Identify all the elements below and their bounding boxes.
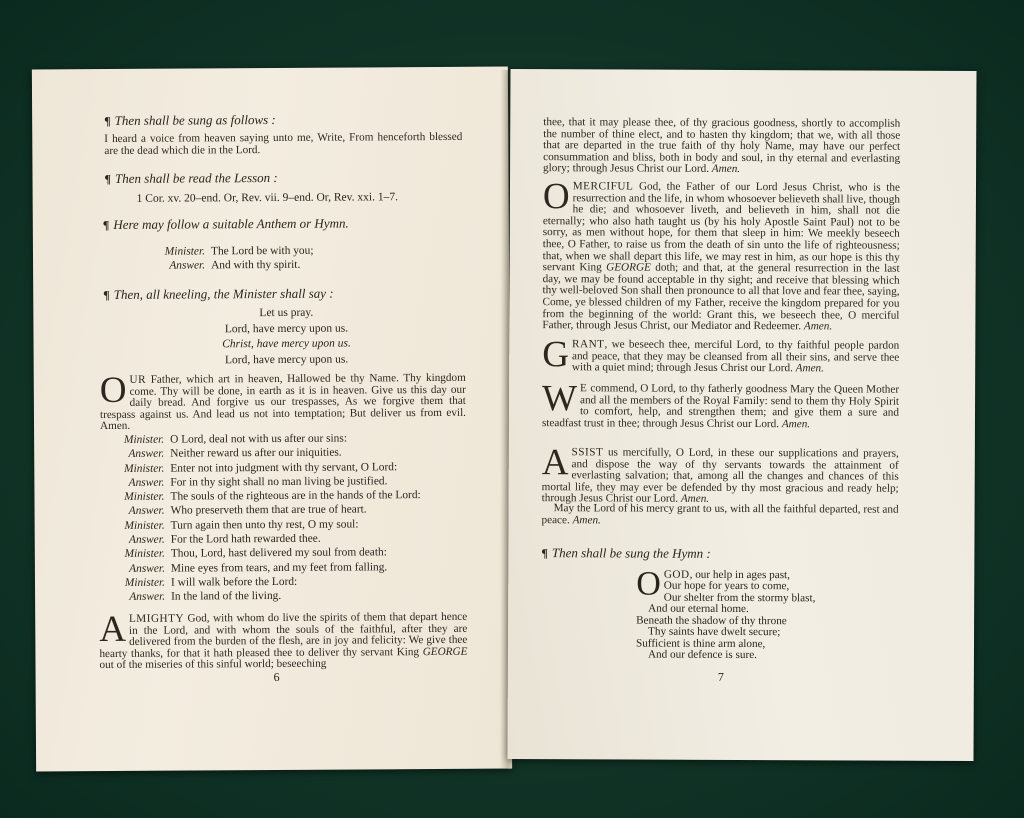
continuation-text: thee, that it may please thee, of thy gracious goodness, shortly to accomplish the number of thine elect, and to hasten thy kingdom; that we, with all those that are departed in the true faith of thy holy Name, may have our perfect consummation and bliss, both in body and soul, in thy eternal and everlasting glory; through Jesus Christ our Lord. Amen. (543, 116, 901, 176)
salutation (159, 244, 314, 274)
may-the-lord-text: May the Lord of his mercy grant to us, with all the faithful departed, rest and peace. Amen. (541, 502, 899, 526)
drop-capital: A (99, 608, 127, 651)
versicle-row: Minister. Enter not into judgment with thy servant, O Lord: (124, 460, 398, 475)
sentence-text: I heard a voice from heaven saying unto me, Write, From henceforth blessed are the dead which die in the Lord. (104, 130, 463, 158)
versicle-row: Answer. For the Lord hath rewarded thee. (128, 532, 321, 546)
drop-capital: O (99, 369, 127, 412)
drop-capital: A (541, 442, 569, 484)
salutation-row: Minister. The Lord be with you; (164, 244, 314, 258)
versicle-row: Answer. Mine eyes from tears, and my feet from falling. (129, 560, 388, 575)
almighty-prayer: ALMIGHTY God, with whom do live the spirits of them that depart hence in the Lord, and with whom the souls of the faithful, after they are delivered from the burden of the flesh, are in joy and felicity: We give thee hearty thanks, for that it hath pleased thee to deliver thy servant King GEORGE out of the miseries of this sinful world; beseeching (99, 608, 468, 672)
hymn-verse-1: OGOD, our help in ages past, Our hope for years to come, Our shelter from the stormy blast, And our eternal home. (636, 565, 816, 616)
rubric-lesson: ¶ Then shall be read the Lesson : (104, 169, 278, 187)
kyrie: Let us pray. Lord, have mercy upon us. Christ, have mercy upon us. Lord, have mercy upon us. (222, 306, 351, 366)
salutation-row: Answer. And with thy spirit. (169, 259, 301, 272)
left-page (32, 67, 512, 772)
rubric-hymn: ¶ Then shall be sung the Hymn : (541, 545, 711, 561)
page-number: 7 (717, 669, 724, 684)
versicles (118, 431, 421, 604)
pilcrow-glyph: ¶ (104, 113, 111, 129)
versicle-row: Answer. Who preserveth them that are true of heart. (128, 503, 367, 518)
versicle-row: Answer. For in thy sight shall no man living be justified. (128, 475, 388, 489)
lesson-references: 1 Cor. xv. 20–end. Or, Rev. vii. 9–end. Or, Rev. xxi. 1–7. (136, 191, 399, 205)
assist-prayer: ASSIST us mercifully, O Lord, in these our supplications and prayers, and dispose the way of thy servants towards the attainment of everlasting salvation; that, among all the changes and chances of this mortal life, they may ever be defended by thy most gracious and ready help; through Jesus Christ our Lord. Amen. (541, 442, 899, 506)
versicle-row: Answer. In the land of the living. (129, 590, 282, 604)
drop-capital: O (636, 565, 661, 603)
rubric-anthem: ¶ Here may follow a suitable Anthem or Hymn. (102, 215, 349, 233)
we-commend-prayer: W E commend, O Lord, to thy fatherly goodness Mary the Queen Mother and all the members of the Royal Family: send to them thy Holy Spirit to comfort, help, and strengthen them; and give them a sure and steadfast trust in thee; through Jesus Christ our Lord. Amen. (541, 378, 900, 431)
page-number: 6 (273, 669, 280, 684)
versicle-row: Answer. Neither reward us after our iniquities. (128, 446, 342, 461)
versicle-row: Minister. I will walk before the Lord: (124, 575, 298, 589)
versicle-row: Minister. O Lord, deal not with us after our sins: (123, 432, 348, 446)
versicle-row: Minister. The souls of the righteous are in the hands of the Lord: (124, 489, 421, 504)
drop-capital: O (542, 176, 570, 218)
drop-capital: W (541, 378, 578, 420)
right-page (507, 69, 976, 761)
grant-prayer: GRANT, we beseech thee, merciful Lord, to thy faithful people pardon and peace, that they may be cleansed from all their sins, and serve thee with a quiet mind; through Jesus Christ our Lord. Amen. (542, 334, 900, 376)
versicle-row: Minister. Thou, Lord, hast delivered my soul from death: (124, 546, 387, 561)
drop-capital: G (542, 334, 570, 376)
versicle-row: Minister. Turn again then unto thy rest, O my soul: (124, 518, 359, 532)
rubric-sung: ¶ Then shall be sung as follows : (104, 111, 276, 129)
merciful-prayer: OMERCIFUL God, the Father of our Lord Jesus Christ, who is the resurrection and the life, in whom whosoever believeth shall live, though he die; and whosoever liveth, and believeth in him, shall not die eternally; who also hath taught us (by his holy Apostle Saint Paul) not to be sorry, as men without hope, for them that sleep in him: We meekly beseech thee, O Father, to raise us from the death of sin unto the life of righteousness; that, when we shall depart this life, we may rest in him, as our hope is this thy servant King GEORGE doth; and that, at the general resurrection in the last day, we may be found acceptable in thy sight; and receive that blessing which thy well-beloved Son shall then pronounce to all that love and fear thee, saying, Come, ye blessed children of my Father, receive the kingdom prepared for you from the beginning of the world: Grant this, we beseech thee, O merciful Father, through Jesus Christ, our Mediator and Redeemer. Amen. (542, 176, 901, 333)
rubric-kneeling: ¶ Then, all kneeling, the Minister shall say : (103, 285, 334, 303)
lords-prayer: OUR Father, which art in heaven, Hallowed be thy Name. Thy kingdom come. Thy will be done, in earth as it is in heaven. Give us this day our daily bread. And forgive us our trespasses, As we forgive them that trespass against us. And lead us not into temptation; But deliver us from evil. Amen. (99, 369, 467, 433)
hymn-verse-2: Beneath the shadow of thy throne Thy saints have dwelt secure; Sufficient is thine arm alone, And our defence is sure. (635, 614, 787, 662)
